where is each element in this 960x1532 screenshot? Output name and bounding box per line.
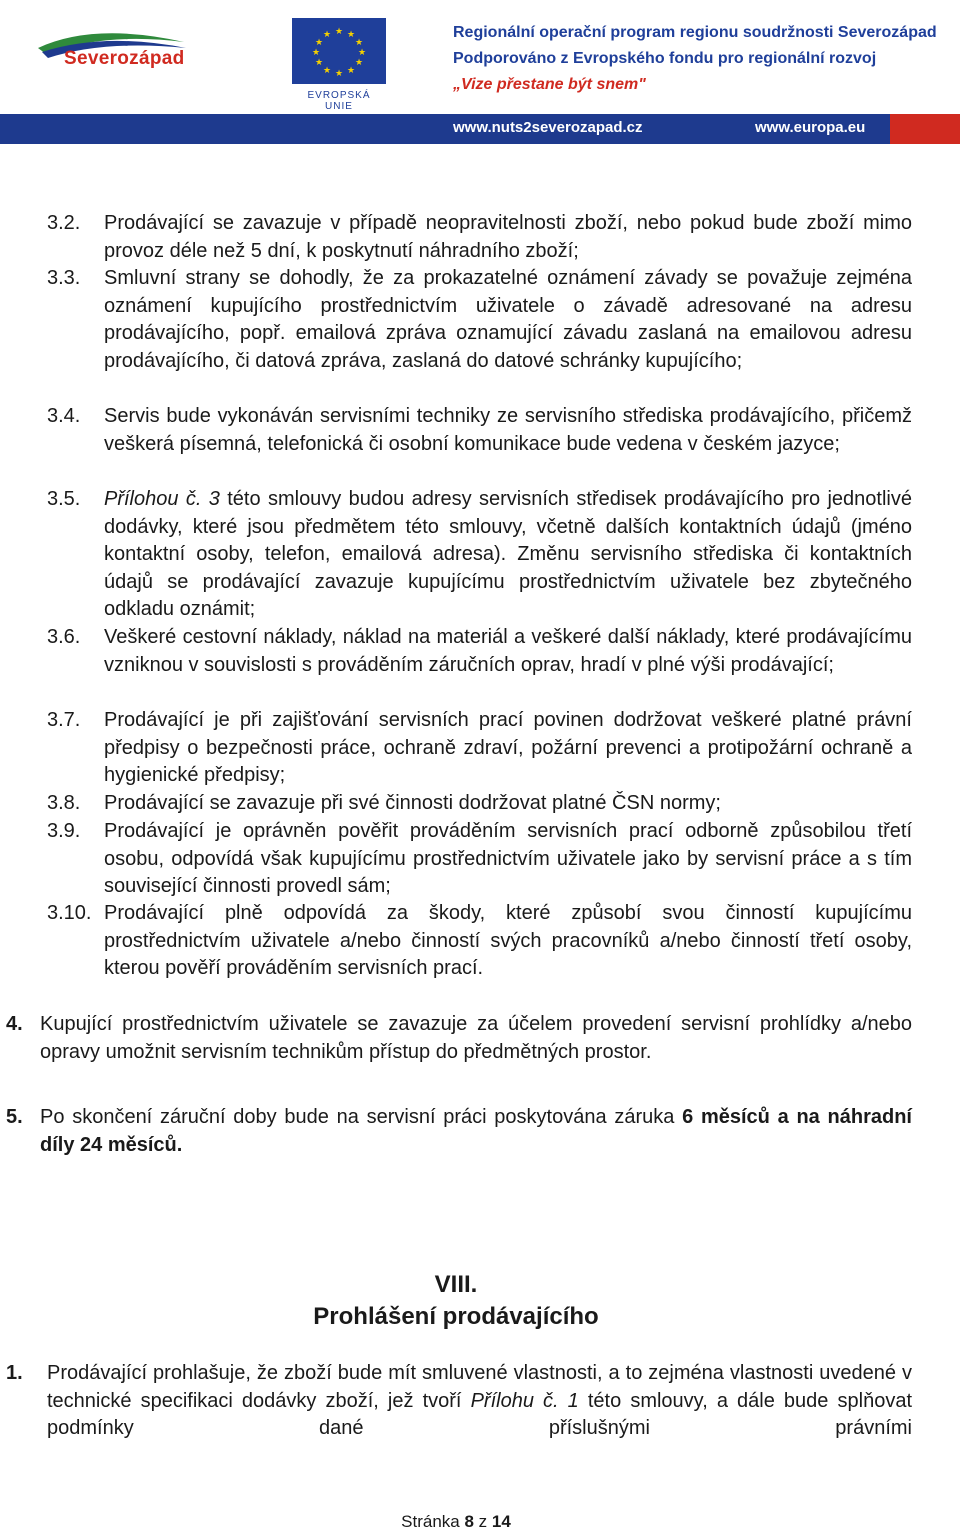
attachment-reference: Přílohu č. 1 — [470, 1389, 579, 1412]
item-number: 3.4. — [47, 405, 81, 427]
section-text — [40, 1104, 912, 1159]
svg-text:★: ★ — [322, 30, 332, 40]
item-text: Prodávající se zavazuje při své činnosti dodržovat platné ČSN normy; — [104, 792, 721, 814]
logo-text: Severozápad — [64, 48, 185, 69]
svg-text:★: ★ — [357, 48, 367, 58]
eu-label: EVROPSKÁ UNIE — [307, 90, 371, 112]
chapter-title: Prohlášení prodávajícího — [313, 1303, 599, 1330]
section-text — [47, 1360, 912, 1443]
svg-text:★: ★ — [322, 66, 332, 76]
header-band-red — [890, 114, 960, 144]
item-text: Prodávající je oprávněn pověřit prováděním servisních prací odborně způsobilou třetí osobu, odpovídá však kupujícímu prostřednictvím uživatele jako by servisní práce a s tím související činnosti provedl sám; — [104, 820, 912, 898]
section-number: 1. — [6, 1362, 23, 1384]
svg-text:★: ★ — [334, 27, 344, 37]
item-number: 3.2. — [47, 212, 81, 234]
eu-flag-icon — [292, 18, 386, 84]
svg-text:★: ★ — [346, 66, 356, 76]
program-subtitle: Podporováno z Evropského fondu pro regionální rozvoj — [453, 50, 877, 67]
svg-text:★: ★ — [354, 38, 364, 48]
section-text: Kupující prostřednictvím uživatele se zavazuje za účelem provedení servisní prohlídky a/nebo opravy umožnit servisním technikům přístup do předmětných prostor. — [40, 1013, 912, 1063]
svg-text:★: ★ — [311, 48, 321, 58]
item-number: 3.5. — [47, 488, 81, 510]
page-footer — [0, 1512, 912, 1532]
svg-text:★: ★ — [346, 30, 356, 40]
footer-prefix: Stránka — [401, 1512, 465, 1531]
item-number: 3.10. — [47, 902, 92, 924]
chapter-number: VIII. — [434, 1271, 478, 1298]
item-text: Prodávající je při zajišťování servisních prací povinen dodržovat veškeré platné právní předpisy o bezpečnosti práce, ochraně zdraví, požární prevenci a protipožární ochraně a hygienické předpisy; — [104, 709, 912, 787]
section-text-start: Prodávající prohlašuje, že zboží bude mít smluvené vlastnosti, a to zejména vlastnosti uvedené v technické specifikaci dodávky zboží, jež tvoří — [47, 1362, 912, 1412]
item-text — [104, 486, 912, 624]
item-number: 3.6. — [47, 626, 81, 648]
footer-mid: z — [473, 1512, 492, 1531]
warranty-terms: 6 měsíců a na náhradní díly 24 měsíců. — [40, 1106, 912, 1156]
section-text-end: této smlouvy, a dále bude splňovat podmínky dané příslušnými právními — [47, 1389, 912, 1440]
page-header — [0, 0, 960, 150]
svg-text:★: ★ — [314, 38, 324, 48]
item-number: 3.7. — [47, 709, 81, 731]
section-text-start: Po skončení záruční doby bude na servisní práci poskytována záruka — [40, 1106, 683, 1128]
section-number: 5. — [6, 1106, 23, 1128]
total-pages: 14 — [491, 1512, 511, 1531]
section-number: 4. — [6, 1013, 23, 1035]
svg-text:★: ★ — [354, 58, 364, 68]
europa-link[interactable]: www.europa.eu — [755, 119, 866, 136]
item-text: Smluvní strany se dohodly, že za prokazatelné oznámení závady se považuje zejména oznámení kupujícího prostřednictvím uživatele o závadě adresované na adresu prodávajícího, popř. emailová zpráva oznamující závadu zaslaná na emailovou adresu prodávajícího, či datová zpráva, zaslaná do datové schránky kupujícího; — [104, 267, 912, 372]
item-text: Prodávající plně odpovídá za škody, které způsobí svou činností kupujícímu prostřednictvím uživatele a/nebo činností svých pracovníků a/nebo činností třetí osoby, kterou pověří prováděním servisních prací. — [104, 902, 912, 980]
item-text: Prodávající se zavazuje v případě neopravitelnosti zboží, nebo pokud bude zboží mimo provoz déle než 5 dní, k poskytnutí náhradního zboží; — [104, 212, 912, 262]
svg-text:★: ★ — [314, 58, 324, 68]
item-text: Veškeré cestovní náklady, náklad na materiál a veškeré další náklady, které prodávajícímu vzniknou v souvislosti s prováděním záručních oprav, hradí v plné výši prodávající; — [104, 626, 912, 676]
item-number: 3.9. — [47, 820, 81, 842]
nuts-link[interactable]: www.nuts2severozapad.cz — [453, 119, 643, 136]
attachment-reference: Přílohou č. 3 — [104, 488, 220, 510]
program-motto: „Vize přestane být snem" — [453, 76, 646, 93]
program-title: Regionální operační program regionu soudržnosti Severozápad — [453, 24, 937, 41]
severozapad-logo — [34, 26, 194, 86]
item-text-rest: této smlouvy budou adresy servisních středisek prodávajícího pro jednotlivé dodávky, které jsou předmětem této smlouvy, včetně dalších kontaktních údajů (jméno kontaktní osoby, telefon, emailová adresa). Změnu servisního střediska či kontaktních údajů se prodávající zavazuje kupujícímu prostřednictvím uživatele bez zbytečného odkladu oznámit; — [104, 488, 912, 621]
svg-text:★: ★ — [334, 69, 344, 79]
item-number: 3.8. — [47, 792, 81, 814]
current-page: 8 — [464, 1512, 474, 1531]
item-text: Servis bude vykonáván servisními techniky ze servisního střediska prodávajícího, přičemž veškerá písemná, telefonická či osobní komunikace bude vedena v českém jazyce; — [104, 405, 912, 455]
item-number: 3.3. — [47, 267, 81, 289]
